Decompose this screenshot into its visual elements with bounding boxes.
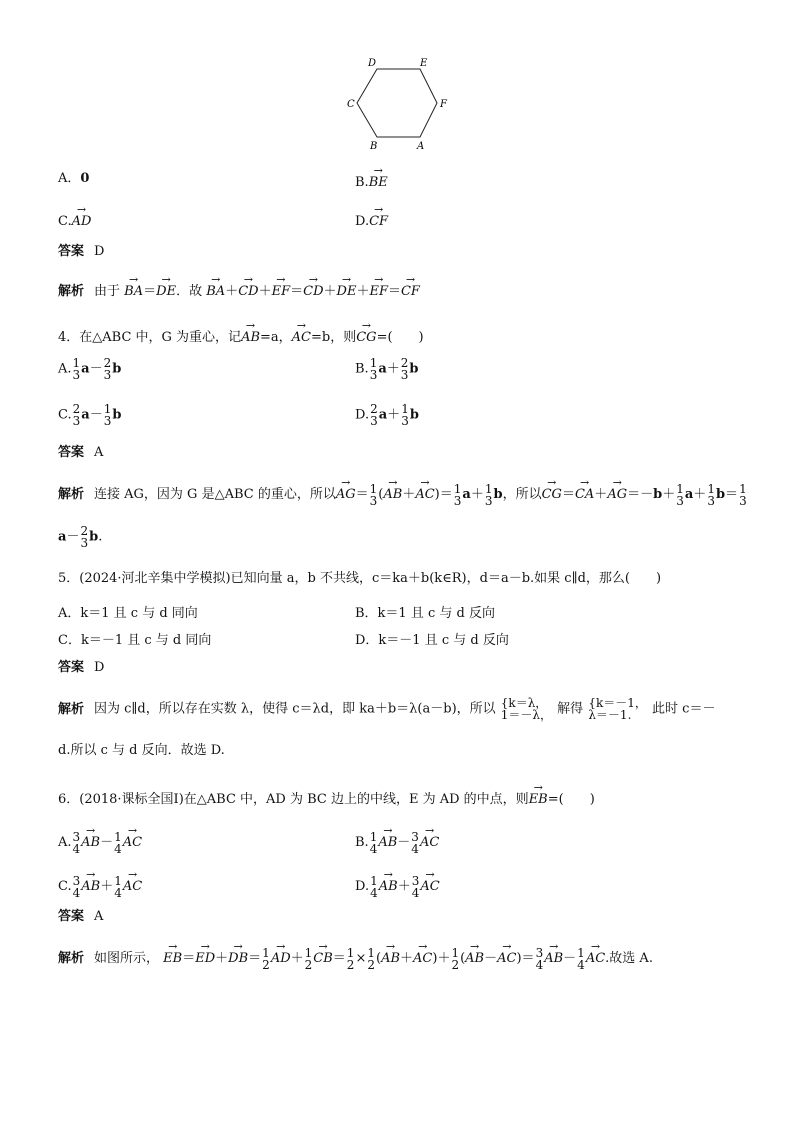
q4-analysis-line2: a－ 2 3 b. bbox=[58, 524, 103, 550]
q4-option-c: C. 2 3 a－ 1 3 b bbox=[58, 402, 122, 428]
q6-stem: 6．(2018·课标全国Ⅰ)在△ABC 中，AD 为 BC 边上的中线，E 为 AD 的中点，则→ EB=( ) bbox=[58, 785, 595, 809]
label-D: D bbox=[368, 58, 377, 69]
q5-analysis-line1: 解析 因为 c∥d，所以存在实数 λ，使得 c＝λd，即 ka＋b＝λ(a－b)，所以 {k＝λ， 1＝－λ， 解得 {k＝－1， λ＝－1. 此时 c＝－ bbox=[58, 696, 716, 722]
q6-option-a: A. 3 4 → AB－ 1 4 → AC bbox=[58, 828, 142, 855]
q3-option-d: D.→ CF bbox=[355, 207, 388, 231]
q4-option-b: B. 1 3 a＋ 2 3 b bbox=[355, 356, 419, 382]
hexagon-figure bbox=[340, 55, 460, 155]
q5-option-b: B．k＝1 且 c 与 d 反向 bbox=[355, 606, 495, 621]
q4-stem: 4．在△ABC 中，G 为重心，记→ AB=a，→ AC=b，则→ CG=( ) bbox=[58, 323, 424, 347]
q5-option-c: C．k＝－1 且 c 与 d 同向 bbox=[58, 633, 212, 648]
q3-analysis: 解析 由于 → BA＝→ DE．故 → BA＋→ CD＋→ EF＝→ CD＋→ DE＋→ EF＝→ CF bbox=[58, 277, 420, 301]
q3-option-b: B.→ BE bbox=[355, 168, 388, 192]
q5-analysis-line2: d.所以 c 与 d 反向．故选 D. bbox=[58, 743, 225, 758]
q5-option-a: A．k＝1 且 c 与 d 同向 bbox=[58, 606, 198, 621]
q3-answer: 答案 D bbox=[58, 244, 105, 259]
q3-option-c: C.→ AD bbox=[58, 207, 91, 231]
q5-stem: 5．(2024·河北辛集中学模拟)已知向量 a，b 不共线，c＝ka＋b(k∈R)，d＝a－b.如果 c∥d，那么( ) bbox=[58, 571, 662, 586]
label-E: E bbox=[420, 58, 428, 69]
label-A: A bbox=[417, 141, 425, 152]
label-C: C bbox=[347, 99, 355, 110]
q4-analysis-line1: 解析 连接 AG，因为 G 是△ABC 的重心，所以→ AG＝ 1 3 (→ AB＋→ AC)＝ 1 3 a＋ 1 3 b，所以→ CG＝→ CA＋→ AG＝－b＋ 1 3 a＋ 1 3 b＝ 1 3 bbox=[58, 480, 748, 507]
q6-option-b: B. 1 4 → AB－ 3 4 → AC bbox=[355, 828, 439, 855]
q6-answer: 答案 A bbox=[58, 909, 104, 924]
q5-answer: 答案 D bbox=[58, 660, 105, 675]
q6-analysis: 解析 如图所示， → EB＝→ ED＋→ DB＝ 1 2 → AD＋ 1 2 → CB＝ 1 2 × 1 2 (→ AB＋→ AC)＋ 1 2 (→ AB－→ AC)＝ 3 4 → AB－ 1 4 → AC.故选 A. bbox=[58, 944, 653, 971]
q5-option-d: D．k＝－1 且 c 与 d 反向 bbox=[355, 633, 509, 648]
q4-option-a: A. 1 3 a－ 2 3 b bbox=[58, 356, 122, 382]
q4-option-d: D. 2 3 a＋ 1 3 b bbox=[355, 402, 419, 428]
label-B: B bbox=[370, 141, 378, 152]
q4-answer: 答案 A bbox=[58, 445, 104, 460]
q3-option-a: A．0 bbox=[58, 171, 90, 186]
q6-option-c: C. 3 4 → AB＋ 1 4 → AC bbox=[58, 872, 142, 899]
label-F: F bbox=[440, 99, 447, 110]
hexagon-shape bbox=[357, 69, 437, 137]
q6-option-d: D. 1 4 → AB＋ 3 4 → AC bbox=[355, 872, 440, 899]
